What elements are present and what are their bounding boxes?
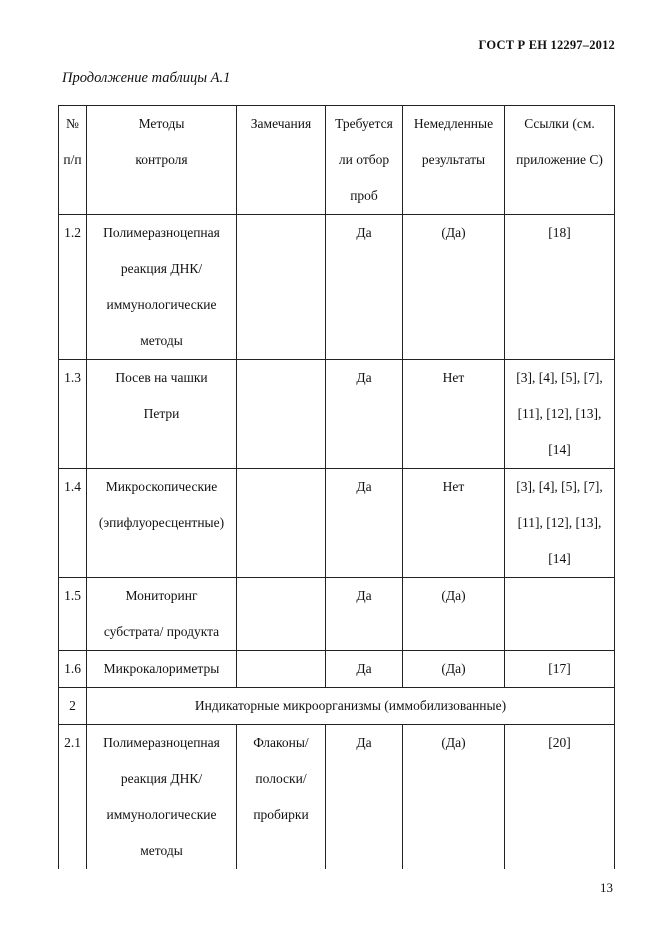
- table-caption: Продолжение таблицы А.1: [62, 70, 231, 86]
- header-method: Методы контроля: [87, 106, 237, 215]
- section-title: Индикаторные микроорганизмы (иммобилизованные): [87, 688, 615, 725]
- cell-immediate: (Да): [403, 725, 505, 870]
- cell-method: Микрокалориметры: [87, 651, 237, 688]
- header-refs: Ссылки (см. приложение С): [505, 106, 615, 215]
- table-section-row: [59, 688, 615, 725]
- header-num: № п/п: [59, 106, 87, 215]
- cell-method: Микроскопические (эпифлуоресцентные): [87, 469, 237, 578]
- cell-immediate: (Да): [403, 651, 505, 688]
- table-row: [59, 651, 615, 688]
- cell-refs: [17]: [505, 651, 615, 688]
- cell-refs: [18]: [505, 215, 615, 360]
- cell-refs: [20]: [505, 725, 615, 870]
- cell-notes: [237, 578, 326, 651]
- cell-immediate: (Да): [403, 215, 505, 360]
- cell-notes: [237, 215, 326, 360]
- document-code: ГОСТ Р ЕН 12297–2012: [478, 38, 615, 52]
- cell-notes: [237, 469, 326, 578]
- cell-immediate: Нет: [403, 469, 505, 578]
- cell-immediate: Нет: [403, 360, 505, 469]
- cell-method: Мониторинг субстрата/ продукта: [87, 578, 237, 651]
- cell-num: 2.1: [59, 725, 87, 870]
- cell-method: Полимеразноцепная реакция ДНК/ иммунологические методы: [87, 215, 237, 360]
- header-immediate: Немедленные результаты: [403, 106, 505, 215]
- cell-refs: [3], [4], [5], [7], [11], [12], [13], [14]: [505, 360, 615, 469]
- cell-sampling: Да: [326, 578, 403, 651]
- cell-immediate: (Да): [403, 578, 505, 651]
- section-num: 2: [59, 688, 87, 725]
- table-row: [59, 578, 615, 651]
- cell-refs: [505, 578, 615, 651]
- methods-table: [58, 105, 615, 869]
- table-row: [59, 725, 615, 870]
- cell-num: 1.6: [59, 651, 87, 688]
- page-number: 13: [600, 880, 613, 895]
- cell-notes: [237, 651, 326, 688]
- table-row: [59, 360, 615, 469]
- cell-sampling: Да: [326, 215, 403, 360]
- cell-method: Посев на чашки Петри: [87, 360, 237, 469]
- cell-notes: [237, 360, 326, 469]
- cell-method: Полимеразноцепная реакция ДНК/ иммунологические методы: [87, 725, 237, 870]
- table-header-row: [59, 106, 615, 215]
- header-notes: Замечания: [237, 106, 326, 215]
- cell-sampling: Да: [326, 360, 403, 469]
- cell-sampling: Да: [326, 651, 403, 688]
- cell-sampling: Да: [326, 725, 403, 870]
- cell-sampling: Да: [326, 469, 403, 578]
- cell-num: 1.2: [59, 215, 87, 360]
- table-row: [59, 469, 615, 578]
- cell-notes: Флаконы/ полоски/ пробирки: [237, 725, 326, 870]
- cell-num: 1.4: [59, 469, 87, 578]
- cell-refs: [3], [4], [5], [7], [11], [12], [13], [14]: [505, 469, 615, 578]
- header-sampling: Требуется ли отбор проб: [326, 106, 403, 215]
- cell-num: 1.5: [59, 578, 87, 651]
- cell-num: 1.3: [59, 360, 87, 469]
- table-row: [59, 215, 615, 360]
